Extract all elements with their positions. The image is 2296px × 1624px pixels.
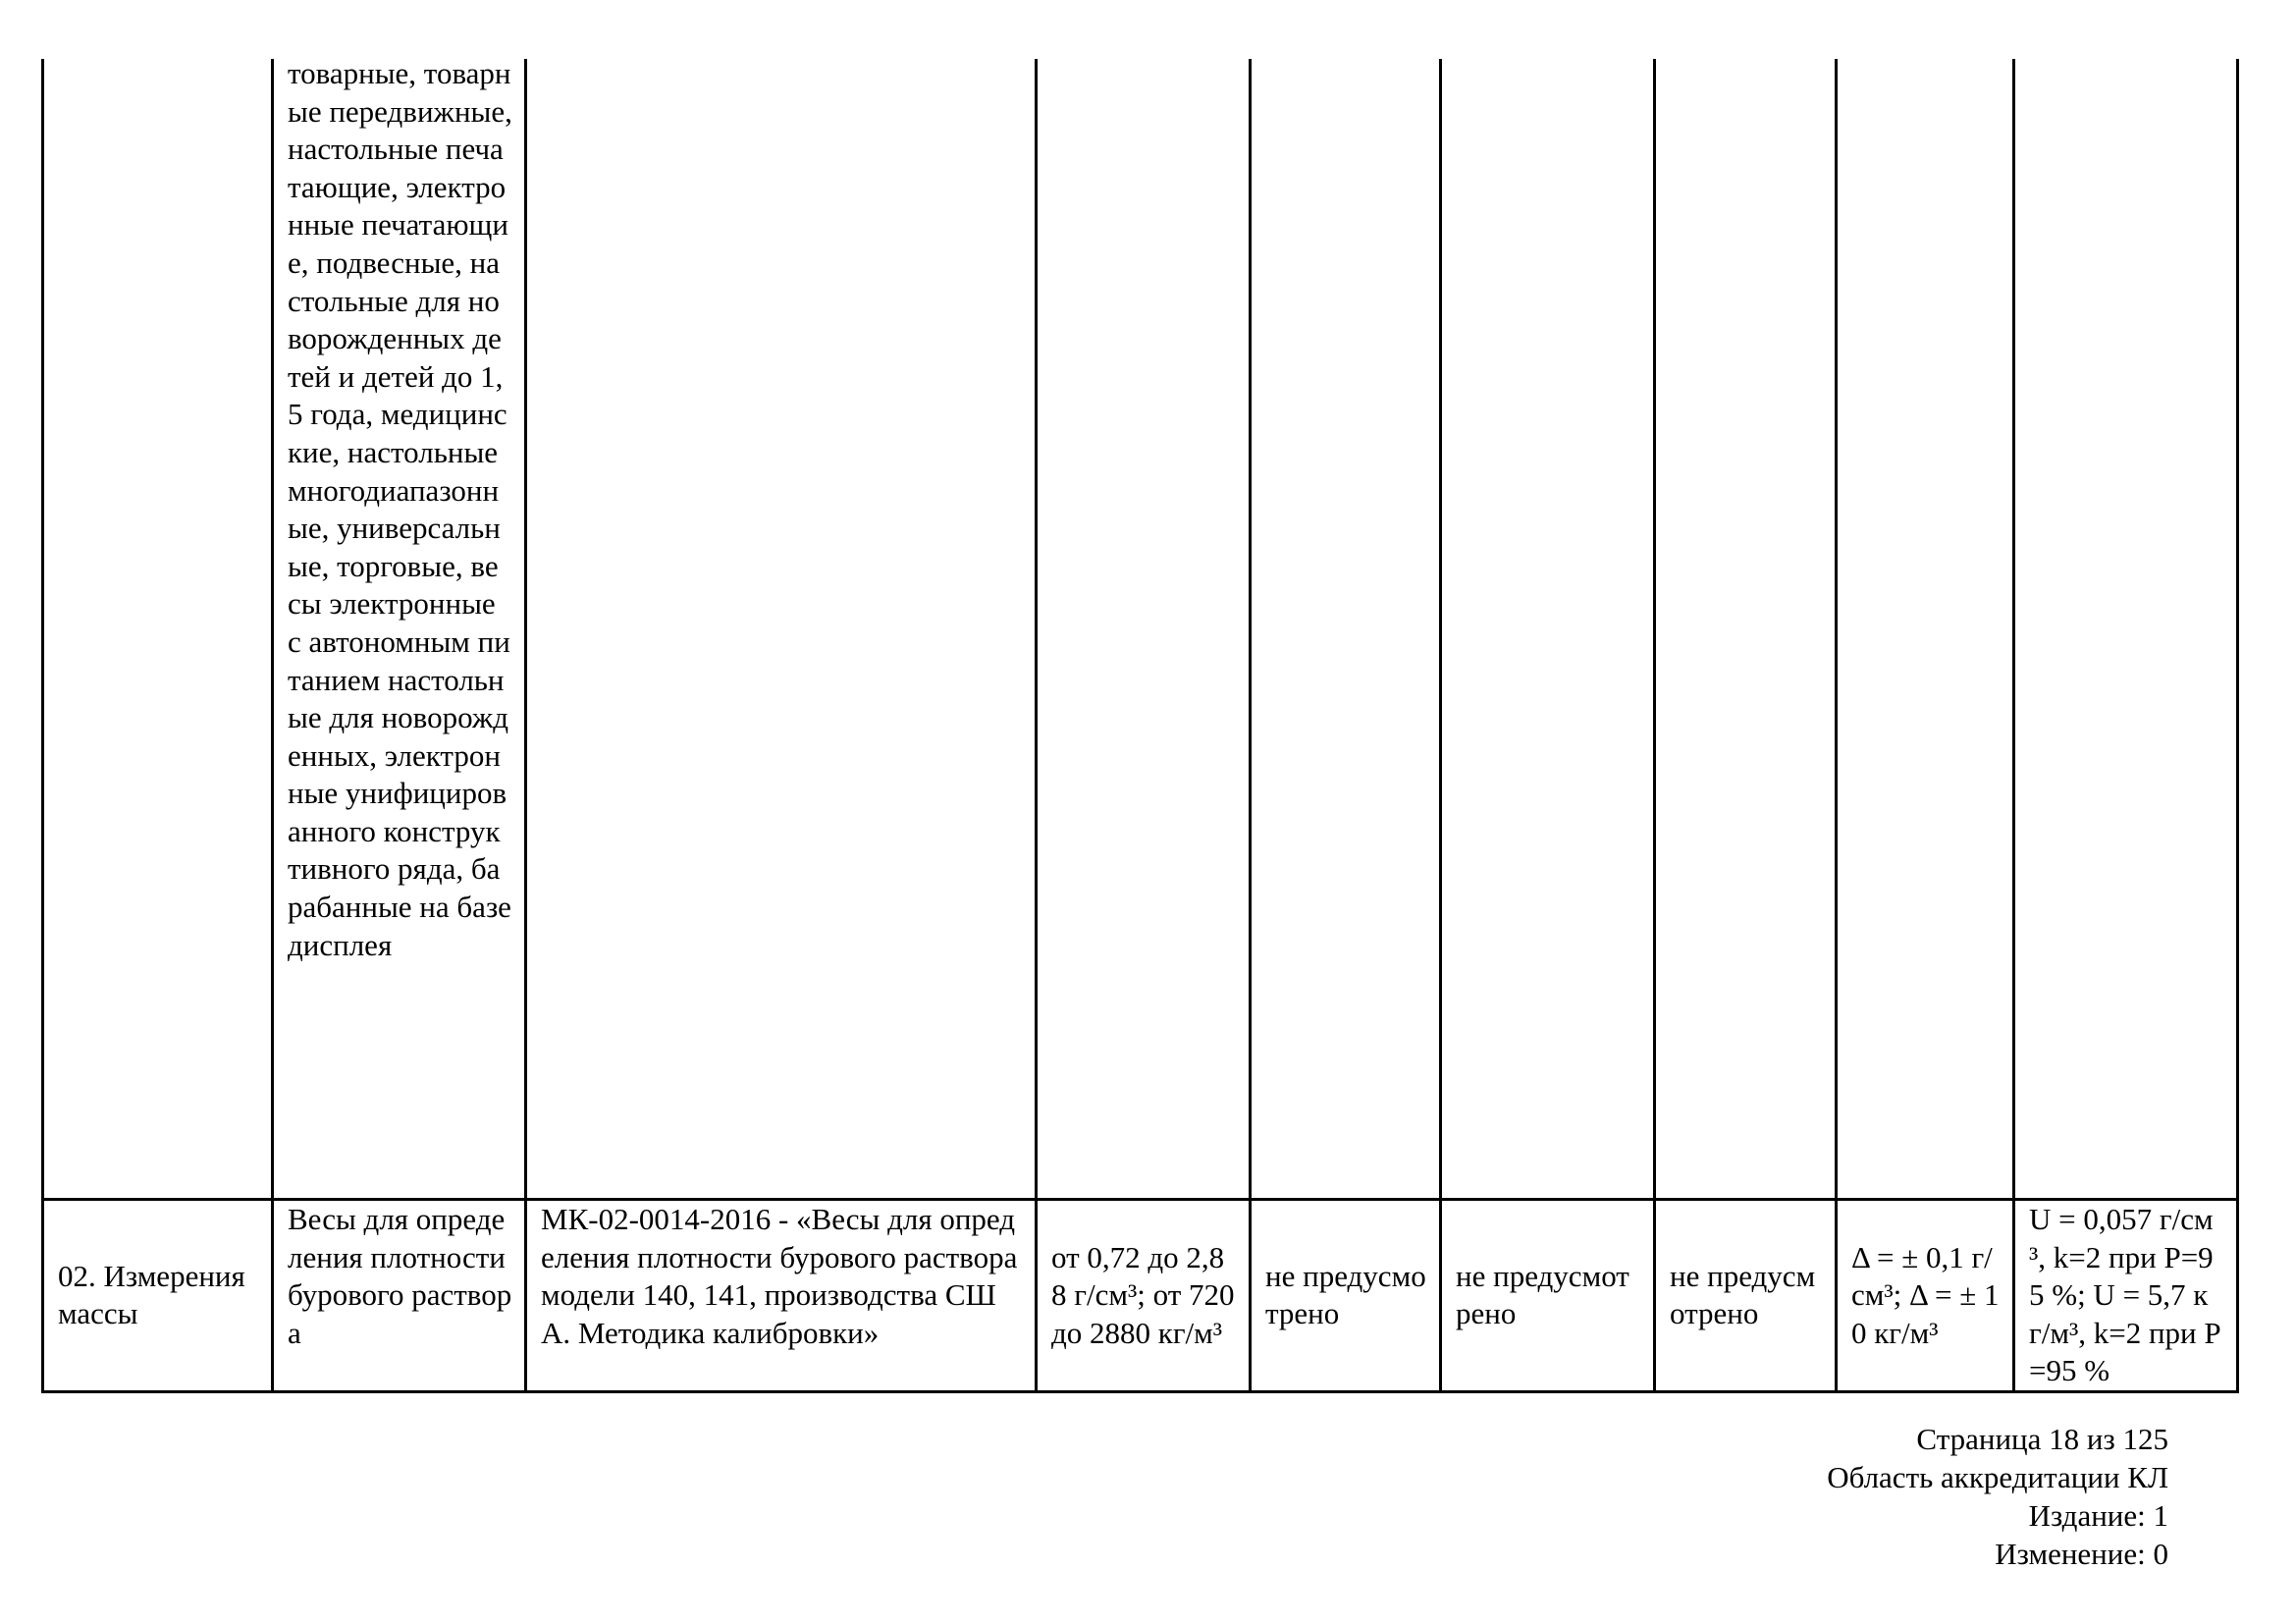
cell-cont-6: [1441, 59, 1655, 1200]
continuation-object-text: товарные, товарные передвижные, настольные печатающие, электронные печатающие, подвесные, настольные для новорожденных детей и детей до 1,5 года, медицинские, настольные многодиапазонные, универсальные, торговые, весы электронные с автономным питанием настольные для новорожденных, электронные унифицированного конструктивного ряда, барабанные на базе дисплея: [288, 56, 512, 962]
cell-cont-7: [1655, 59, 1837, 1200]
page-footer: [1827, 1420, 2168, 1573]
footer-edition: Издание: 1: [2028, 1498, 2168, 1533]
cell-range: от 0,72 до 2,88 г/см³; от 720 до 2880 кг/м³: [1037, 1200, 1251, 1392]
accreditation-table: [41, 56, 2239, 1393]
footer-page-number: Страница 18 из 125: [1916, 1422, 2168, 1456]
cell-col6: не предусмотрено: [1441, 1200, 1655, 1392]
cell-cont-3: [526, 59, 1037, 1200]
cell-uncertainty: U = 0,057 г/см³, k=2 при P=95 %; U = 5,7 кг/м³, k=2 при P=95 %: [2014, 1200, 2238, 1392]
cell-measurement-type: 02. Измерения массы: [43, 1200, 273, 1392]
cell-cont-4: [1037, 59, 1251, 1200]
cell-col5: не предусмотрено: [1251, 1200, 1441, 1392]
cell-cont-1: [43, 59, 273, 1200]
footer-area: Область аккредитации КЛ: [1827, 1460, 2168, 1494]
table-row-continuation: [43, 59, 2238, 1200]
table-row: [43, 1200, 2238, 1392]
footer-change: Изменение: 0: [1995, 1537, 2168, 1571]
cell-object: Весы для определения плотности бурового раствора: [273, 1200, 526, 1392]
cell-cont-8: [1837, 59, 2014, 1200]
cell-method: МК-02-0014-2016 - «Весы для определения плотности бурового раствора модели 140, 141, производства США. Методика калибровки»: [526, 1200, 1037, 1392]
cell-accuracy: Δ = ± 0,1 г/см³; Δ = ± 10 кг/м³: [1837, 1200, 2014, 1392]
cell-cont-object: [273, 56, 526, 1200]
cell-cont-5: [1251, 59, 1441, 1200]
cell-col7: не предусмотрено: [1655, 1200, 1837, 1392]
cell-cont-9: [2014, 59, 2238, 1200]
